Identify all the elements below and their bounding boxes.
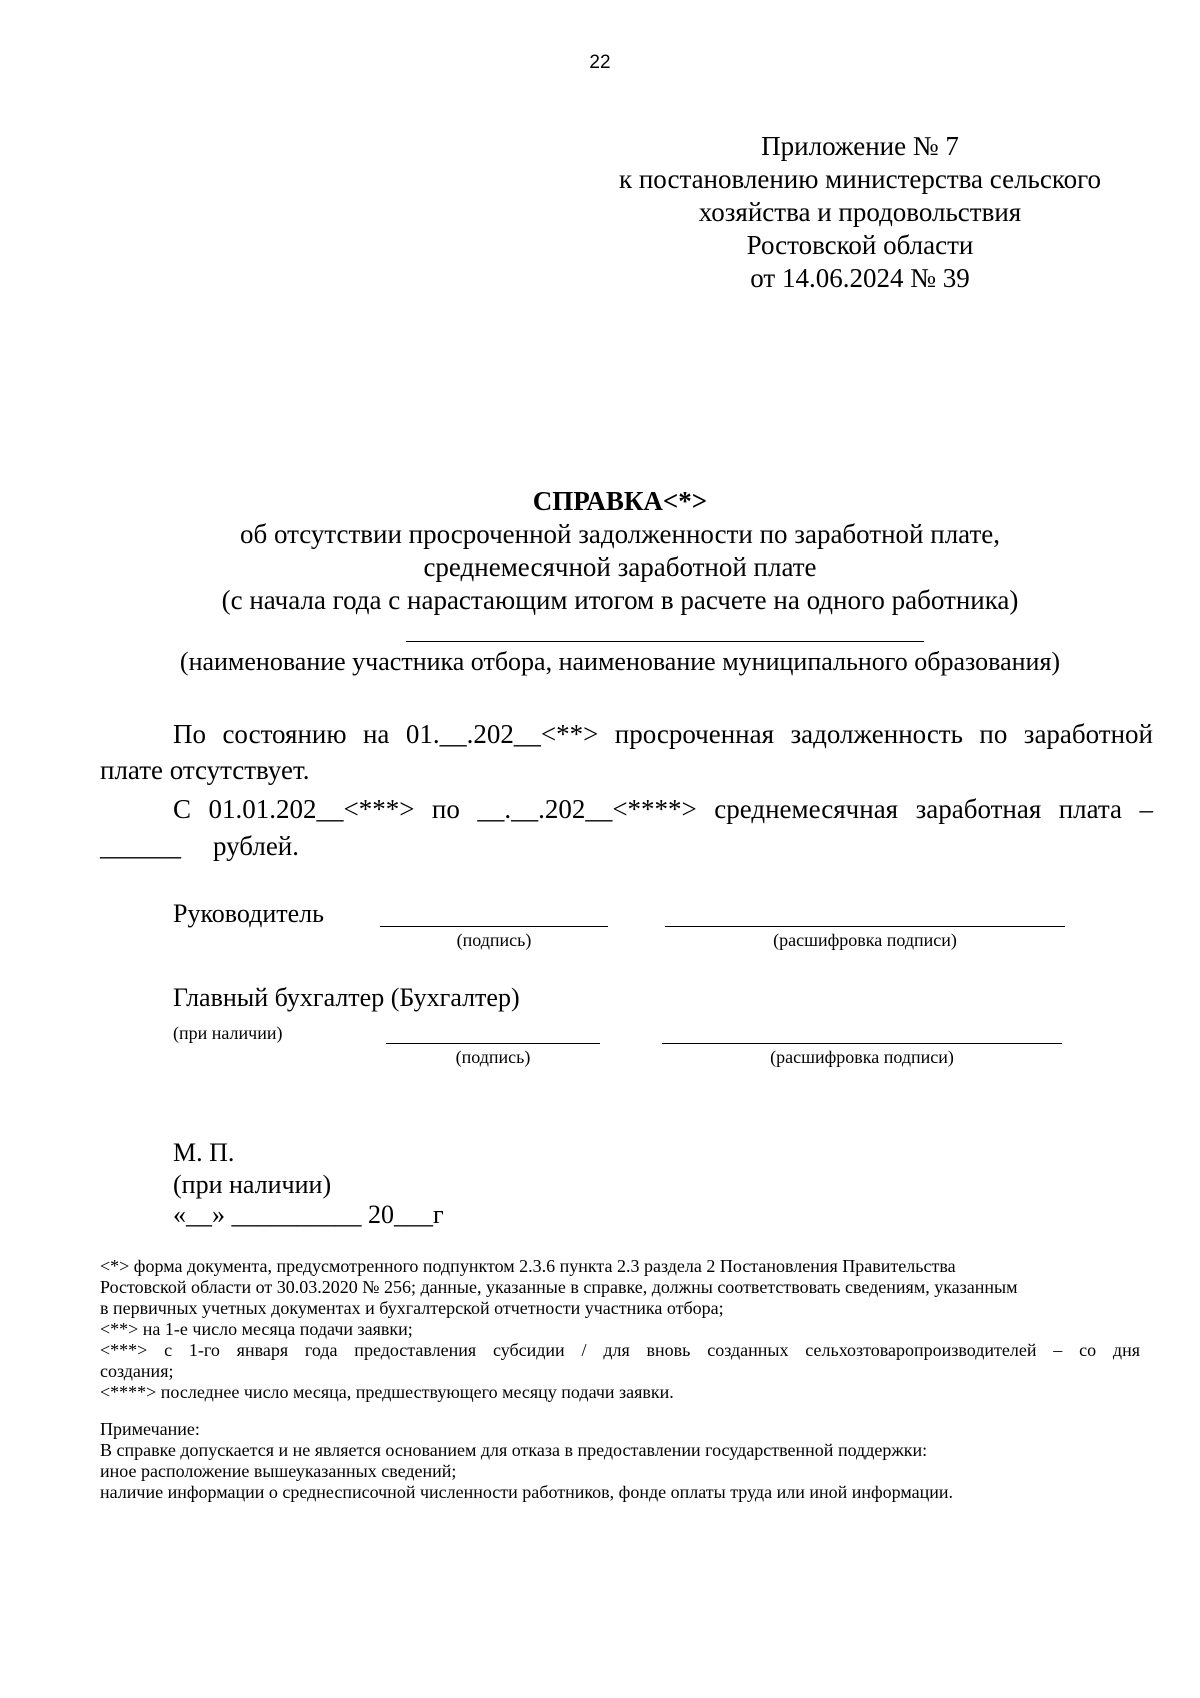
title-heading: СПРАВКА<*>	[532, 486, 708, 516]
stamp-label: М. П.	[173, 1138, 235, 1167]
accountant-signature-line	[386, 1043, 600, 1044]
title-line-2: среднемесячной заработной плате	[423, 552, 817, 582]
note-block	[100, 1419, 1140, 1503]
paragraph-2-line-1: С 01.01.202__<***> по __.__.202__<****> среднемесячная заработная плата –	[173, 794, 1153, 824]
appendix-date: от 14.06.2024 № 39	[750, 263, 970, 293]
head-signature-caption: (подпись)	[456, 930, 532, 950]
participant-name-line	[406, 641, 924, 642]
footnotes	[100, 1256, 1140, 1403]
paragraph-1-line-1: По состоянию на 01.__.202__<**> просроченная задолженность по заработной	[173, 719, 1153, 749]
appendix-block	[600, 130, 1120, 295]
title-line-1: об отсутствии просроченной задолженности по заработной плате,	[239, 519, 1000, 549]
footnote-1-line-1: <*> форма документа, предусмотренного подпунктом 2.3.6 пункта 2.3 раздела 2 Постановления Правительства	[100, 1256, 956, 1276]
accountant-decoding-caption: (расшифровка подписи)	[770, 1047, 954, 1067]
title-line-3: (с начала года с нарастающим итогом в расчете на одного работника)	[221, 585, 1019, 615]
accountant-signature-caption: (подпись)	[455, 1047, 531, 1067]
page-number: 22	[589, 52, 611, 73]
appendix-ministry: хозяйства и продовольствия	[698, 197, 1022, 227]
note-line-1: В справке допускается и не является основанием для отказа в предоставлении государственной поддержки:	[100, 1440, 928, 1460]
accountant-label: Главный бухгалтер (Бухгалтер)	[173, 983, 520, 1012]
appendix-number: Приложение № 7	[761, 131, 959, 161]
stamp-if-any: (при наличии)	[173, 1170, 332, 1199]
head-label: Руководитель	[173, 899, 324, 928]
head-decoding-line	[665, 926, 1065, 927]
footnote-2: <**> на 1-е число месяца подачи заявки;	[100, 1319, 413, 1339]
head-decoding-caption: (расшифровка подписи)	[773, 930, 957, 950]
note-line-3: наличие информации о среднесписочной численности работников, фонде оплаты труда или иной информации.	[100, 1482, 954, 1502]
footnote-1-line-3: в первичных учетных документах и бухгалтерской отчетности участника отбора;	[100, 1298, 724, 1318]
document-title	[0, 485, 1200, 617]
footnote-3-line-2: создания;	[100, 1361, 174, 1381]
appendix-reference: к постановлению министерства сельского	[618, 164, 1102, 194]
footnote-3-line-1: <***> с 1-го января года предоставления субсидии / для вновь созданных сельхозтоваропроизводителей – со дня	[100, 1340, 1140, 1360]
footnote-4: <****> последнее число месяца, предшествующего месяцу подачи заявки.	[100, 1382, 674, 1402]
note-heading: Примечание:	[100, 1419, 200, 1439]
paragraph-1-line-2: плате отсутствует.	[100, 755, 310, 785]
date-line: «__» __________ 20___г	[173, 1200, 444, 1229]
note-line-2: иное расположение вышеуказанных сведений;	[100, 1461, 457, 1481]
appendix-region: Ростовской области	[746, 230, 974, 260]
accountant-decoding-line	[662, 1043, 1062, 1044]
head-signature-line	[380, 926, 608, 927]
paragraph-2-line-2: рублей.	[213, 831, 300, 861]
participant-name-caption: (наименование участника отбора, наименование муниципального образования)	[179, 647, 1061, 676]
accountant-if-any: (при наличии)	[173, 1023, 283, 1043]
footnote-1-line-2: Ростовской области от 30.03.2020 № 256; данные, указанные в справке, должны соответствовать сведениям, указанным	[100, 1277, 1018, 1297]
salary-amount-blank: ______	[100, 831, 181, 861]
